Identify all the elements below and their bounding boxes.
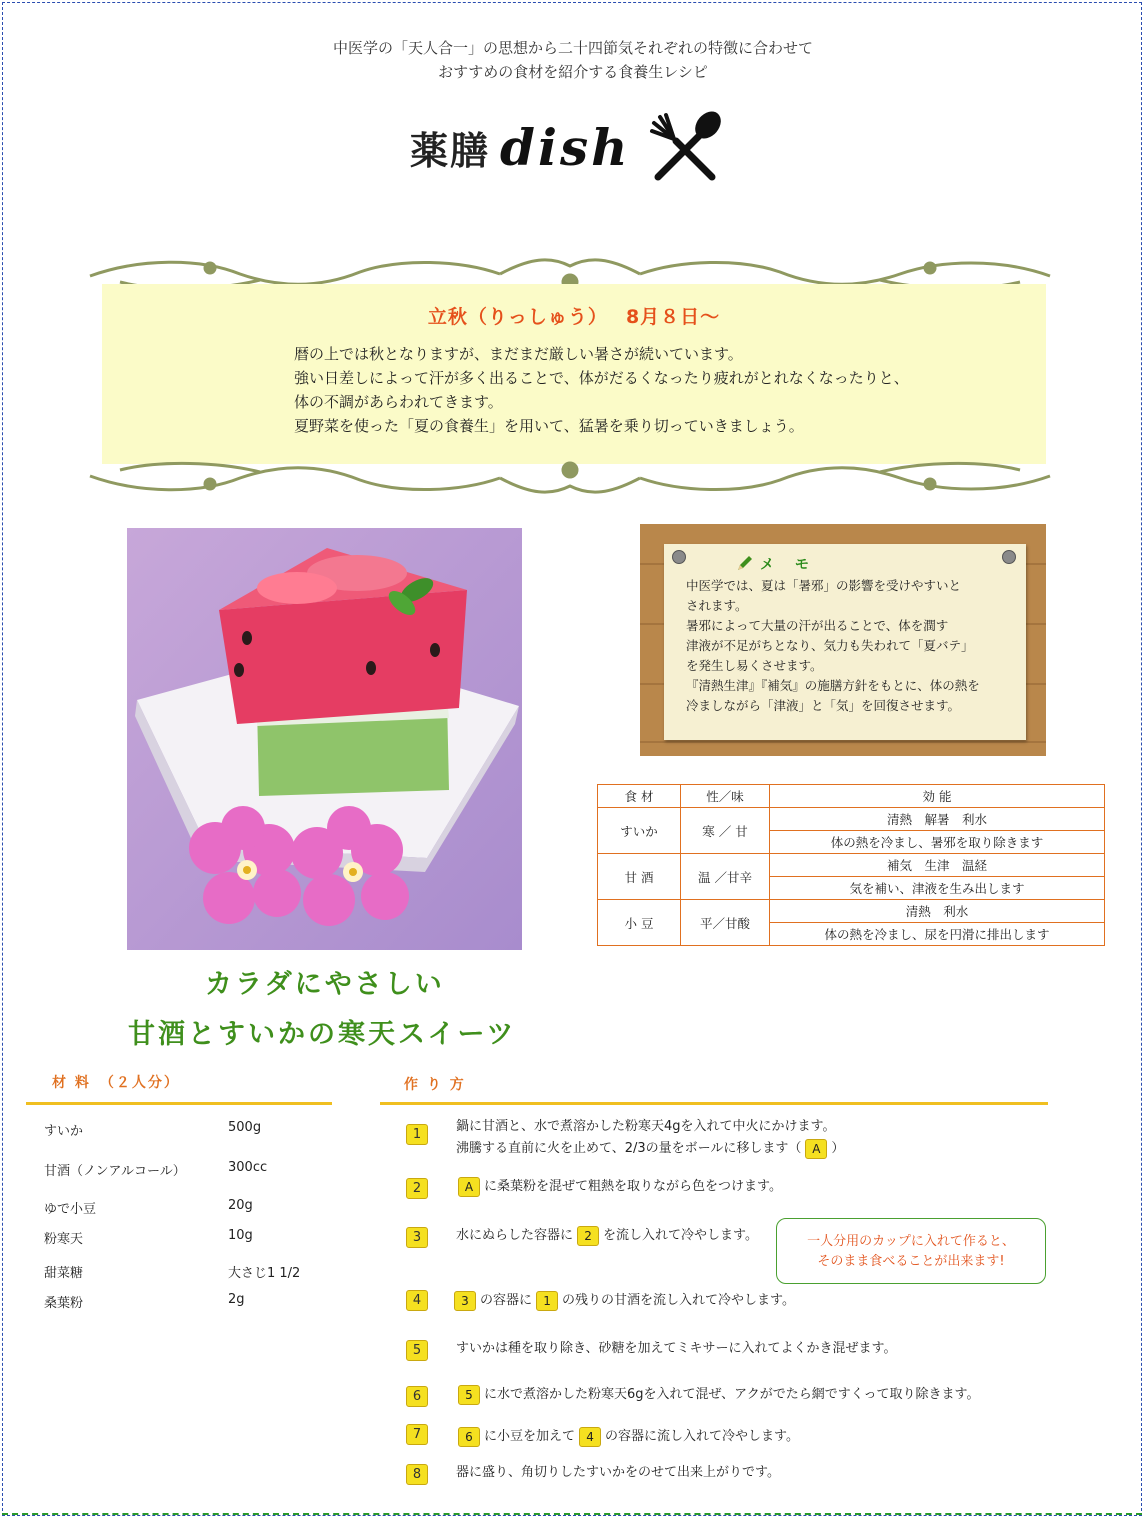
step-2-text: に桑葉粉を混ぜて粗熱を取りながら色をつけます。 (484, 1179, 782, 1194)
effects-table (597, 784, 1105, 946)
ingredient-amount: 20g (228, 1198, 253, 1213)
step-1-line-1: 鍋に甘酒と、水で煮溶かした粉寒天4gを入れて中火にかけます。 (456, 1119, 836, 1134)
step-number: 7 (406, 1424, 428, 1445)
step-3-pre: 水にぬらした容器に (456, 1228, 574, 1243)
ref-badge: A (458, 1177, 480, 1197)
ingredient-name: 甜菜糖 (44, 1266, 84, 1281)
logo (410, 112, 726, 182)
step-7-text: の容器に流し入れて冷やします。 (605, 1429, 799, 1444)
ref-badge: 2 (577, 1226, 599, 1246)
step-1-line-2b: ） (831, 1141, 845, 1156)
step-4-text: の残りの甘酒を流し入れて冷やします。 (562, 1293, 795, 1308)
effect-desc-cell: 体の熱を冷まし、尿を円滑に排出します (770, 923, 1105, 946)
page-border-bottom (2, 1513, 1142, 1515)
season-line: 体の不調があらわれてきます。 (294, 393, 503, 411)
tip-line-1: 一人分用のカップに入れて作ると、 (807, 1234, 1015, 1249)
season-line: 暦の上では秋となりますが、まだまだ厳しい暑さが続いています。 (294, 345, 743, 363)
season-text (294, 342, 909, 438)
step-number: 8 (406, 1464, 428, 1485)
intro-line-1: 中医学の「天人合一」の思想から二十四節気それぞれの特徴に合わせて (332, 39, 813, 57)
ingredient-amount: 大さじ1 1/2 (228, 1266, 301, 1281)
method-heading: 作 り 方 (404, 1077, 466, 1093)
ingredient-amount: 500g (228, 1120, 262, 1135)
pin-icon (672, 550, 686, 564)
memo-line: されます。 (686, 598, 748, 613)
dish-title-line-2: 甘酒とすいかの寒天スイーツ (128, 1019, 517, 1050)
season-line: 強い日差しによって汗が多く出ることで、体がだるくなったり疲れがとれなくなったりと、 (294, 369, 909, 387)
effect-cell: 清熱 解暑 利水 (770, 808, 1105, 831)
ornament-bottom (80, 456, 1060, 500)
logo-jp: 薬膳 (410, 128, 491, 173)
step-number: 4 (406, 1290, 428, 1311)
step-number: 5 (406, 1340, 428, 1361)
season-title: 立秋（りっしゅう） 8月８日～ (427, 306, 721, 328)
step-number: 1 (406, 1124, 428, 1145)
effect-desc-cell: 体の熱を冷まし、暑邪を取り除きます (770, 831, 1105, 854)
table-header-row (598, 785, 1105, 808)
step-text (456, 1116, 844, 1160)
table-row (598, 854, 1105, 877)
memo-board (640, 524, 1046, 756)
memo-line: 津液が不足がちとなり、気力も失われて「夏バテ」 (686, 638, 974, 653)
ingredients-heading: 材 料 （２人分） (52, 1075, 180, 1091)
memo-line: 『清熱生津』『補気』の施膳方針をもとに、体の熱を (686, 678, 980, 693)
logo-en: dish (500, 117, 631, 177)
food-cell: 小 豆 (598, 900, 681, 946)
ingredient-name: 甘酒（ノンアルコール） (44, 1164, 186, 1179)
step-1-line-2 (456, 1138, 844, 1160)
ingredients-rule (26, 1102, 332, 1105)
step-text (456, 1225, 758, 1247)
step-number: 6 (406, 1386, 428, 1407)
method-rule (380, 1102, 1048, 1105)
intro-line-2: おすすめの食材を紹介する食養生レシピ (438, 63, 708, 81)
ingredient-name: 粉寒天 (44, 1232, 84, 1247)
step-5-text: すいかは種を取り除き、砂糖を加えてミキサーに入れてよくかき混ぜます。 (456, 1341, 897, 1356)
ref-badge: 1 (536, 1291, 558, 1311)
nature-cell: 平／甘酸 (681, 900, 770, 946)
step-text (454, 1384, 979, 1406)
ref-badge: 3 (454, 1291, 476, 1311)
memo-line: を発生し易くさせます。 (686, 658, 823, 673)
step-number: 3 (406, 1227, 428, 1248)
ingredient-name: ゆで小豆 (44, 1202, 97, 1217)
effect-cell: 補気 生津 温経 (770, 854, 1105, 877)
ingredient-amount: 10g (228, 1228, 253, 1243)
step-3-text: を流し入れて冷やします。 (603, 1228, 758, 1243)
effect-desc-cell: 気を補い、津液を生み出します (770, 877, 1105, 900)
step-number: 2 (406, 1178, 428, 1199)
step-8-text: 器に盛り、角切りしたすいかをのせて出来上がりです。 (456, 1465, 780, 1480)
tip-note-text (777, 1232, 1045, 1272)
memo-text (686, 576, 980, 716)
tip-line-2: そのまま食べることが出来ます! (817, 1254, 1005, 1269)
ref-badge: A (805, 1139, 827, 1159)
step-text (454, 1426, 799, 1448)
season-box (102, 284, 1046, 464)
food-cell: すいか (598, 808, 681, 854)
ingredient-amount: 2g (228, 1292, 245, 1307)
fork-spoon-icon (646, 111, 726, 183)
memo-line: 冷ましながら「津液」と「気」を回復させます。 (686, 698, 961, 713)
memo-paper (664, 544, 1026, 740)
memo-title: メ モ (760, 557, 817, 573)
food-cell: 甘 酒 (598, 854, 681, 900)
nature-cell: 寒 ／ 甘 (681, 808, 770, 854)
header-nature: 性／味 (681, 785, 770, 808)
memo-line: 中医学では、夏は「暑邪」の影響を受けやすいと (686, 578, 962, 593)
ingredient-name: 桑葉粉 (44, 1296, 84, 1311)
header-effect: 効 能 (770, 785, 1105, 808)
step-7-mid: に小豆を加えて (484, 1429, 576, 1444)
table-row (598, 808, 1105, 831)
step-6-text: に水で煮溶かした粉寒天6gを入れて混ぜ、アクがでたら網ですくって取り除きます。 (484, 1387, 980, 1402)
ref-badge: 5 (458, 1385, 480, 1405)
dish-photo (127, 528, 522, 950)
dish-title-line-1: カラダにやさしい (205, 969, 445, 1000)
pin-icon (1002, 550, 1016, 564)
ingredient-name: すいか (44, 1124, 84, 1139)
season-line: 夏野菜を使った「夏の食養生」を用いて、猛暑を乗り切っていきましょう。 (294, 417, 804, 435)
pencil-icon (736, 554, 754, 572)
ref-badge: 4 (579, 1427, 601, 1447)
step-1-line-2a: 沸騰する直前に火を止めて、2/3の量をボールに移します（ (456, 1141, 802, 1156)
ref-badge: 6 (458, 1427, 480, 1447)
step-4-mid: の容器に (480, 1293, 533, 1308)
header-food: 食 材 (598, 785, 681, 808)
memo-line: 暑邪によって大量の汗が出ることで、体を潤す (686, 618, 949, 633)
effect-cell: 清熱 利水 (770, 900, 1105, 923)
ingredient-amount: 300cc (228, 1160, 268, 1175)
tip-note (776, 1218, 1046, 1284)
table-row (598, 900, 1105, 923)
step-text (454, 1176, 782, 1198)
step-text (450, 1290, 795, 1312)
nature-cell: 温 ／甘辛 (681, 854, 770, 900)
